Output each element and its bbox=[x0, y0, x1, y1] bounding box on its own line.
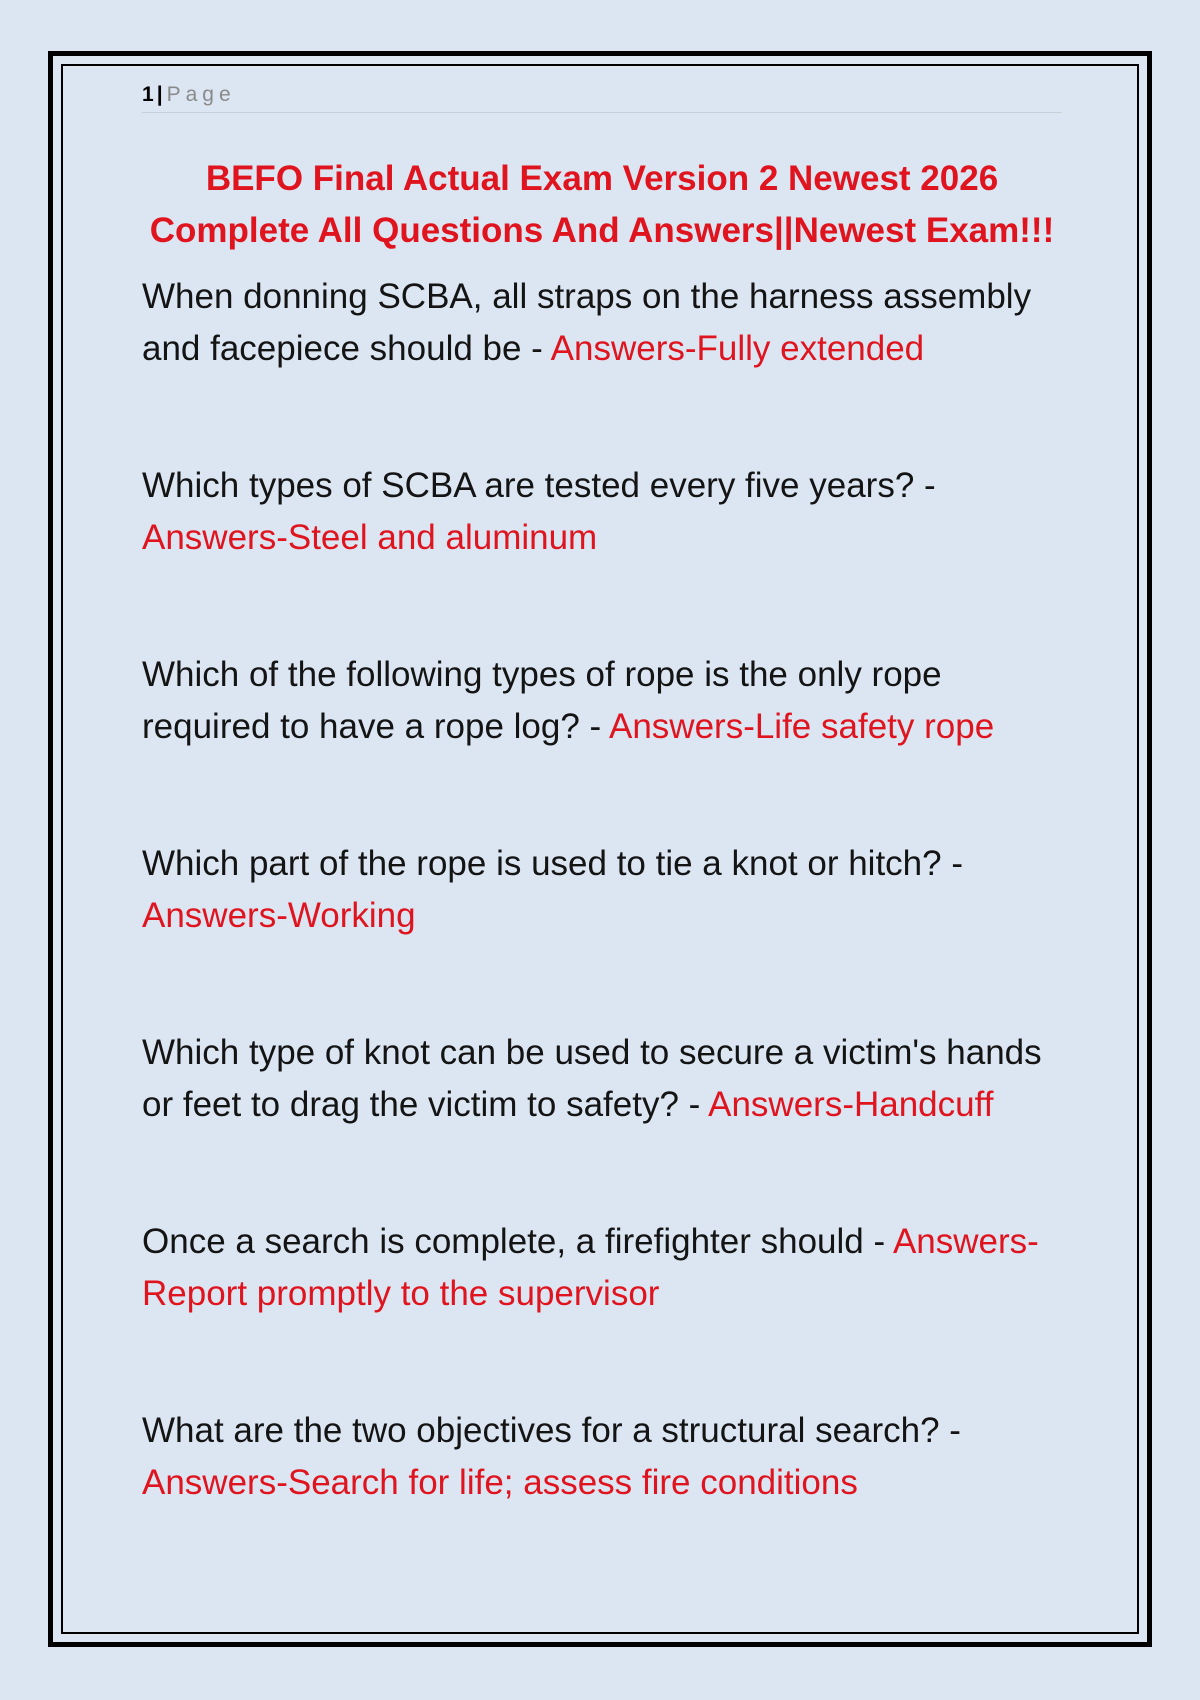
question-text: Once a search is complete, a firefighter should - bbox=[142, 1222, 893, 1261]
qa-item bbox=[142, 460, 1062, 649]
qa-list bbox=[142, 271, 1062, 1594]
title-line-1: BEFO Final Actual Exam Version 2 Newest 2026 bbox=[205, 159, 999, 198]
question-text: Which types of SCBA are tested every five years? - bbox=[142, 466, 936, 505]
question-text: Which type of knot can be used to secure a victim's hands or feet to drag the victim to safety? - bbox=[142, 1033, 1042, 1124]
page-content bbox=[142, 78, 1062, 1594]
page-number: 1 bbox=[142, 83, 154, 106]
title-line-2: Complete All Questions And Answers||Newest Exam!!! bbox=[149, 211, 1055, 250]
question-text: What are the two objectives for a structural search? - bbox=[142, 1411, 961, 1450]
answer-text: Answers-Search for life; assess fire conditions bbox=[142, 1463, 858, 1502]
answer-text: Answers-Life safety rope bbox=[608, 707, 995, 746]
page-separator: | bbox=[156, 83, 163, 106]
answer-text: Answers-Report promptly to the supervisor bbox=[142, 1222, 1039, 1313]
question-text: Which part of the rope is used to tie a knot or hitch? - bbox=[142, 844, 963, 883]
question-text: When donning SCBA, all straps on the harness assembly and facepiece should be - bbox=[142, 277, 1032, 368]
qa-item bbox=[142, 1405, 1062, 1594]
page-header bbox=[142, 78, 1062, 113]
qa-item bbox=[142, 1216, 1062, 1405]
qa-item bbox=[142, 649, 1062, 838]
document-title bbox=[142, 153, 1062, 257]
qa-item bbox=[142, 838, 1062, 1027]
qa-item bbox=[142, 271, 1062, 460]
answer-text: Answers-Handcuff bbox=[708, 1085, 994, 1124]
page-label: Page bbox=[166, 83, 236, 106]
qa-item bbox=[142, 1027, 1062, 1216]
question-text: Which of the following types of rope is the only rope required to have a rope log? - bbox=[142, 655, 942, 746]
answer-text: Answers-Steel and aluminum bbox=[142, 518, 598, 557]
answer-text: Answers-Fully extended bbox=[550, 329, 925, 368]
answer-text: Answers-Working bbox=[142, 896, 416, 935]
